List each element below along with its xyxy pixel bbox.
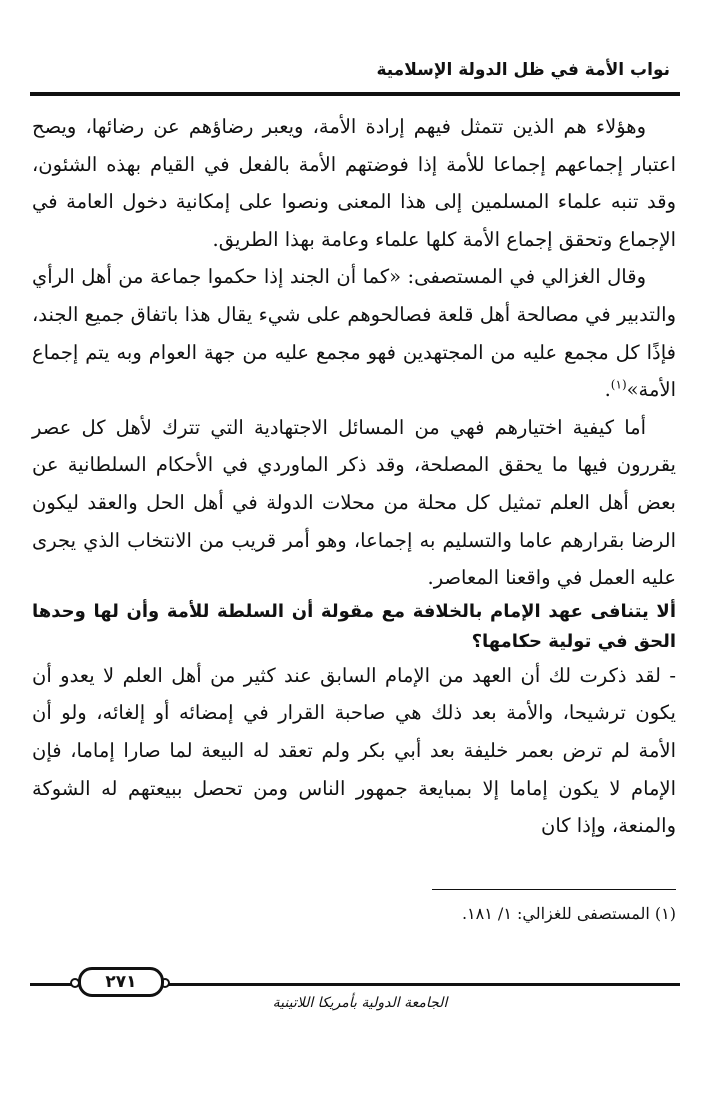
paragraph-2-text: وقال الغزالي في المستصفى: «كما أن الجند إذا حكموا جماعة من أهل الرأي والتدبير في مصالحة أهل قلعة فصالحوهم على شيء يقال هذا باتفاق جميع الجند، فإذًا كل مجمع عليه من المجتهدين فهو مجمع عليه من جهة العوام وبه يتم إجماع الأمة» bbox=[32, 265, 676, 402]
page-number: ٢٧١ bbox=[78, 967, 164, 997]
footnote-1: (١) المستصفى للغزالي: ١/ ١٨١. bbox=[461, 904, 676, 923]
running-title: نواب الأمة في ظل الدولة الإسلامية bbox=[376, 60, 670, 80]
paragraph-2: وقال الغزالي في المستصفى: «كما أن الجند إذا حكموا جماعة من أهل الرأي والتدبير في مصالحة أهل قلعة فصالحوهم على شيء يقال هذا باتفاق جميع الجند، فإذًا كل مجمع عليه من المجتهدين فهو مجمع عليه من جهة العوام وبه يتم إجماع الأمة»$^{(١)}$. bbox=[32, 265, 676, 402]
footnote-separator bbox=[432, 889, 676, 890]
section-question-heading: ألا يتنافى عهد الإمام بالخلافة مع مقولة أن السلطة للأمة وأن لها وحدها الحق في تولية حكامها؟ bbox=[32, 600, 676, 652]
footnote-reference[interactable]: (١) bbox=[610, 377, 627, 392]
paragraph-1: وهؤلاء هم الذين تتمثل فيهم إرادة الأمة، ويعبر رضاؤهم عن رضائها، ويصح اعتبار إجماعهم إجماعا للأمة إذا فوضتهم الأمة بالفعل في القيام بهذه الشئون، وقد تنبه علماء المسلمين إلى هذا المعنى ونصوا على إمكانية دخول العامة في الإجماع وتحقق إجماع الأمة كلها علماء وعامة بهذا الطريق. bbox=[32, 115, 676, 251]
paragraph-3: أما كيفية اختيارهم فهي من المسائل الاجتهادية التي تترك لأهل كل عصر يقررون فيها ما يحقق المصلحة، وقد ذكر الماوردي في الأحكام السلطانية عن بعض أهل العلم تمثيل كل محلة من محلات الدولة في أهل الحل والعقد ليكون الرضا بقرارهم عاما والتسليم به إجماعا، وهو أمر قريب من الانتخاب الذي يجرى عليه العمل في واقعنا المعاصر. bbox=[32, 415, 676, 590]
header-rule bbox=[30, 92, 680, 96]
body-text bbox=[32, 108, 676, 845]
answer-paragraph: - لقد ذكرت لك أن العهد من الإمام السابق عند كثير من أهل العلم لا يعدو أن يكون ترشيحا، والأمة بعد ذلك هي صاحبة القرار في إمضائه أو إلغائه، ولو أن الأمة لم ترض بعمر خليفة بعد أبي بكر ولم تعقد له البيعة لما صارا إماما، فإن الإمام لا يكون إماما إلا بمبايعة جمهور الناس ومن تحصل ببيعتهم له الشوكة والمنعة، وإذا كان bbox=[32, 663, 676, 838]
publisher-footer: الجامعة الدولية بأمريكا اللاتينية bbox=[272, 995, 448, 1011]
